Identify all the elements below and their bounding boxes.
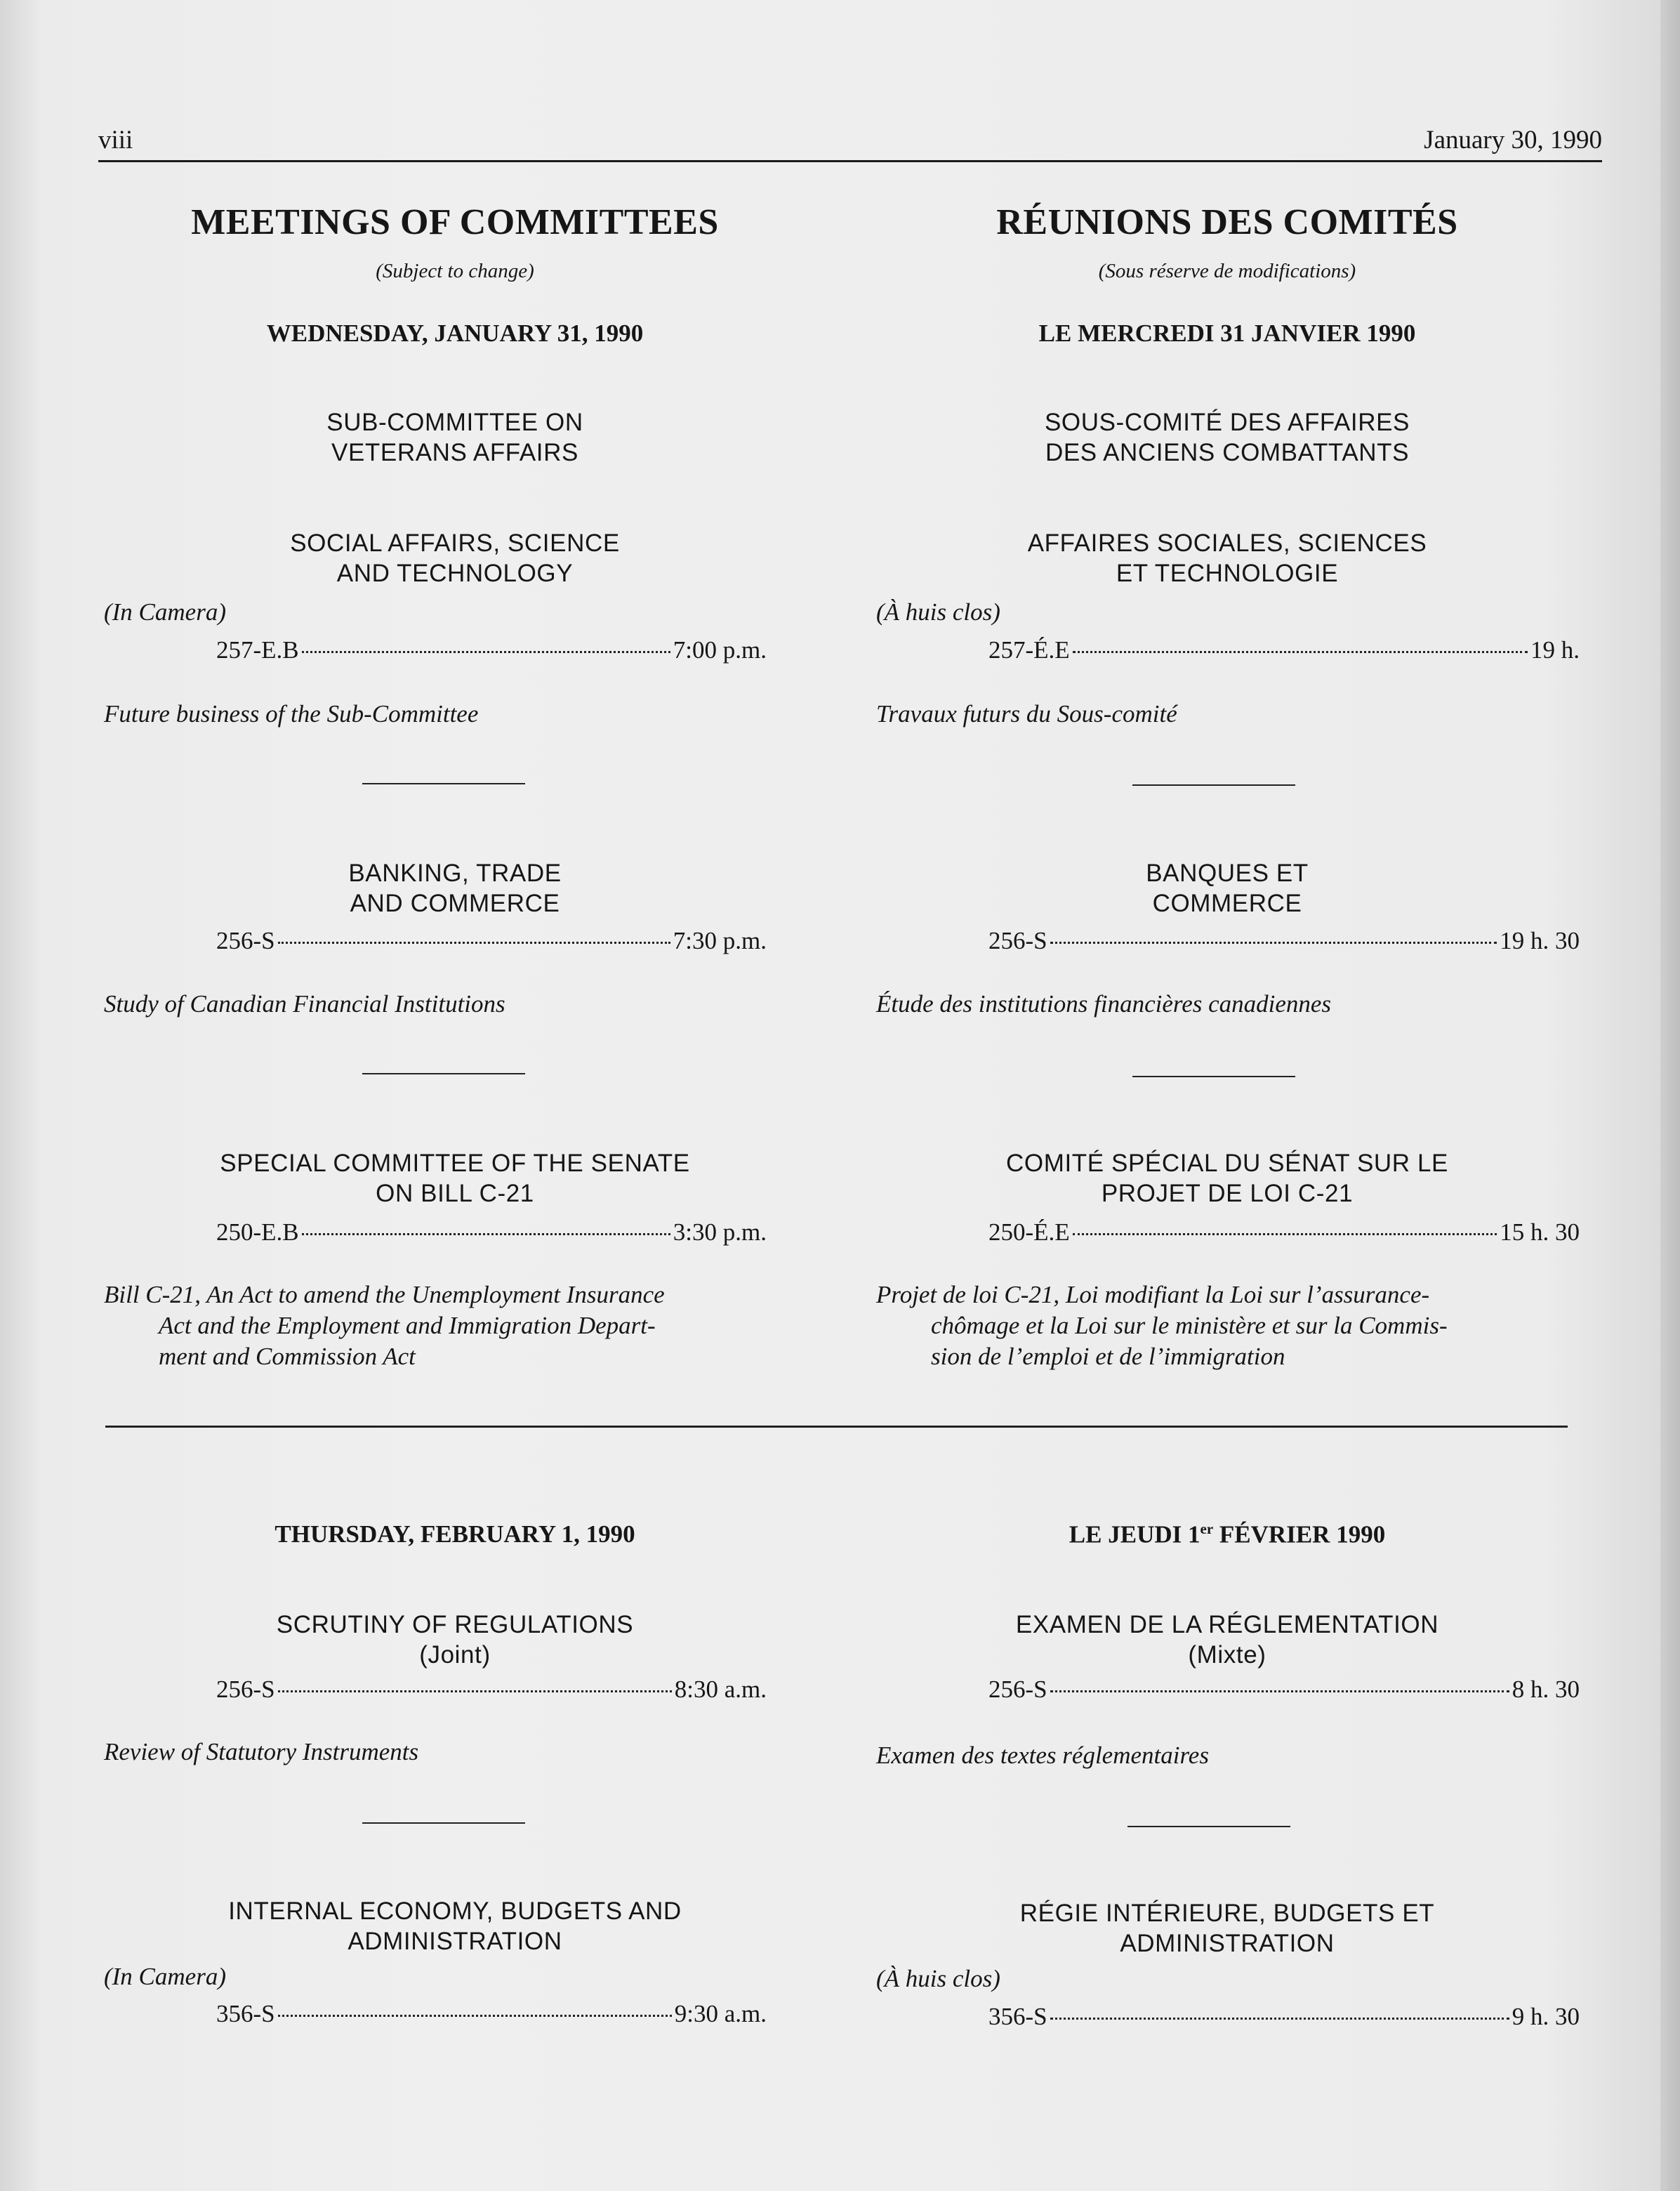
committee-name-comite-special: [876, 1148, 1578, 1209]
meeting-time: 15 h. 30: [1500, 1218, 1580, 1246]
committee-name-line: AND COMMERCE: [350, 890, 560, 917]
dot-leader: [278, 942, 670, 944]
room-number: 257-É.E: [988, 636, 1070, 664]
description-line: ment and Commission Act: [159, 1343, 416, 1370]
committee-name-line: (Joint): [419, 1641, 491, 1669]
committee-name-line: EXAMEN DE LA RÉGLEMENTATION: [1015, 1611, 1439, 1638]
dot-leader: [1050, 1690, 1509, 1692]
dot-leader: [278, 1690, 672, 1692]
date-text: FÉVRIER 1990: [1213, 1520, 1386, 1548]
meeting-room-time: [216, 927, 767, 955]
committee-name-line: AFFAIRES SOCIALES, SCIENCES: [1027, 529, 1427, 557]
separator-rule: [362, 1073, 525, 1074]
meeting-time: 8 h. 30: [1512, 1676, 1580, 1703]
meeting-time: 9 h. 30: [1512, 2003, 1580, 2030]
meeting-time: 7:30 p.m.: [673, 927, 767, 954]
meeting-room-time: [988, 1676, 1580, 1704]
room-number: 356-S: [216, 2000, 275, 2027]
thursday-date-heading: THURSDAY, FEBRUARY 1, 1990: [275, 1520, 635, 1548]
meeting-description: Étude des institutions financières canadiennes: [876, 990, 1332, 1018]
description-line: Projet de loi C-21, Loi modifiant la Loi sur l’assurance-: [876, 1281, 1430, 1308]
dot-leader: [302, 651, 670, 653]
dot-leader: [278, 2015, 672, 2017]
meeting-room-time: [988, 2003, 1580, 2031]
committee-name-line: (Mixte): [1188, 1641, 1266, 1669]
committee-name-line: COMMERCE: [1152, 890, 1302, 917]
committee-name-line: SOUS-COMITÉ DES AFFAIRES: [1044, 409, 1410, 436]
page-number: viii: [98, 126, 133, 154]
committee-name-scrutiny: [104, 1610, 806, 1670]
committee-name-line: ET TECHNOLOGIE: [1116, 560, 1339, 587]
committee-name-line: SCRUTINY OF REGULATIONS: [276, 1611, 634, 1638]
dot-leader: [1073, 651, 1528, 653]
committee-name-banques: [876, 858, 1578, 919]
room-number: 257-E.B: [216, 636, 299, 664]
separator-rule: [362, 1822, 525, 1824]
meeting-description: [104, 1279, 806, 1372]
meeting-room-time: [216, 636, 767, 664]
date-text: LE JEUDI 1: [1069, 1520, 1201, 1548]
room-number: 256-S: [988, 1676, 1047, 1703]
description-line: Bill C-21, An Act to amend the Unemployment Insurance: [104, 1281, 665, 1308]
meeting-description: Study of Canadian Financial Institutions: [104, 990, 505, 1018]
meeting-time: 19 h. 30: [1500, 927, 1580, 954]
committee-name-line: ADMINISTRATION: [348, 1928, 562, 1955]
mercredi-date-heading: LE MERCREDI 31 JANVIER 1990: [1038, 320, 1416, 347]
meeting-time: 3:30 p.m.: [673, 1218, 767, 1246]
in-camera-note: (In Camera): [104, 598, 226, 626]
meeting-description: [876, 1279, 1578, 1372]
separator-rule: [1127, 1826, 1290, 1827]
separator-rule: [362, 783, 525, 784]
committee-name-banking: [104, 858, 806, 919]
room-number: 256-S: [988, 927, 1047, 954]
meeting-room-time: [988, 1218, 1580, 1246]
committee-name-line: SOCIAL AFFAIRS, SCIENCE: [290, 529, 620, 557]
room-number: 250-E.B: [216, 1218, 299, 1246]
separator-rule: [1132, 784, 1295, 786]
room-number: 250-É.E: [988, 1218, 1070, 1246]
french-subtitle: (Sous réserve de modifications): [1098, 260, 1356, 282]
committee-name-line: AND TECHNOLOGY: [336, 560, 574, 587]
committee-name-affaires-sociales: [876, 528, 1578, 588]
header-rule: [98, 160, 1602, 162]
committee-name-special: [104, 1148, 806, 1209]
dot-leader: [1050, 2018, 1509, 2020]
english-subtitle: (Subject to change): [376, 260, 534, 282]
meeting-room-time: [216, 2000, 767, 2028]
dot-leader: [1073, 1233, 1497, 1235]
meeting-description: Examen des textes réglementaires: [876, 1742, 1209, 1769]
committee-name-line: BANQUES ET: [1146, 860, 1309, 887]
committee-name-line: DES ANCIENS COMBATTANTS: [1045, 439, 1410, 466]
room-number: 256-S: [216, 1676, 275, 1703]
committee-name-line: INTERNAL ECONOMY, BUDGETS AND: [228, 1897, 682, 1925]
dot-leader: [1050, 942, 1497, 944]
committee-name-line: ADMINISTRATION: [1120, 1930, 1335, 1957]
committee-name-anciens-combattants: [876, 407, 1578, 468]
committee-name-line: PROJET DE LOI C-21: [1101, 1180, 1354, 1207]
committee-name-line: VETERANS AFFAIRS: [331, 439, 578, 466]
english-title: MEETINGS OF COMMITTEES: [191, 202, 719, 242]
dot-leader: [302, 1233, 670, 1235]
meeting-room-time: [988, 636, 1580, 664]
meeting-time: 19 h.: [1530, 636, 1580, 664]
description-line: Act and the Employment and Immigration Depart-: [159, 1312, 656, 1339]
meeting-time: 9:30 a.m.: [674, 2000, 767, 2027]
french-title: RÉUNIONS DES COMITÉS: [996, 202, 1458, 242]
room-number: 256-S: [216, 927, 275, 954]
committee-name-veterans: [104, 407, 806, 468]
page-edge: [1660, 0, 1680, 2191]
huis-clos-note: (À huis clos): [876, 598, 1000, 626]
in-camera-note: (In Camera): [104, 1963, 226, 1990]
separator-rule: [1132, 1076, 1295, 1077]
room-number: 356-S: [988, 2003, 1047, 2030]
wednesday-date-heading: WEDNESDAY, JANUARY 31, 1990: [266, 320, 644, 347]
meeting-room-time: [216, 1218, 767, 1246]
committee-name-reglementation: [876, 1610, 1578, 1670]
date-ordinal: er: [1200, 1520, 1214, 1537]
meeting-room-time: [216, 1676, 767, 1704]
meeting-room-time: [988, 927, 1580, 955]
day-separator-rule: [105, 1426, 1568, 1428]
meeting-time: 8:30 a.m.: [674, 1676, 767, 1703]
header-date: January 30, 1990: [1424, 126, 1602, 154]
meeting-time: 7:00 p.m.: [673, 636, 767, 664]
committee-name-line: ON BILL C-21: [376, 1180, 534, 1207]
committee-name-line: RÉGIE INTÉRIEURE, BUDGETS ET: [1019, 1900, 1435, 1927]
committee-name-regie-interieure: [876, 1898, 1578, 1959]
description-line: chômage et la Loi sur le ministère et sur la Commis-: [931, 1312, 1448, 1339]
committee-name-line: SPECIAL COMMITTEE OF THE SENATE: [220, 1150, 690, 1177]
meeting-description: Review of Statutory Instruments: [104, 1738, 419, 1765]
committee-name-social-affairs: [104, 528, 806, 588]
description-line: sion de l’emploi et de l’immigration: [931, 1343, 1285, 1370]
committee-name-line: BANKING, TRADE: [348, 860, 562, 887]
meeting-description: Future business of the Sub-Committee: [104, 700, 479, 728]
jeudi-date-heading: [876, 1520, 1578, 1549]
committee-name-line: COMITÉ SPÉCIAL DU SÉNAT SUR LE: [1006, 1150, 1448, 1177]
committee-name-internal-economy: [104, 1896, 806, 1956]
committee-name-line: SUB-COMMITTEE ON: [326, 409, 583, 436]
huis-clos-note: (À huis clos): [876, 1965, 1000, 1992]
meeting-description: Travaux futurs du Sous-comité: [876, 700, 1177, 728]
